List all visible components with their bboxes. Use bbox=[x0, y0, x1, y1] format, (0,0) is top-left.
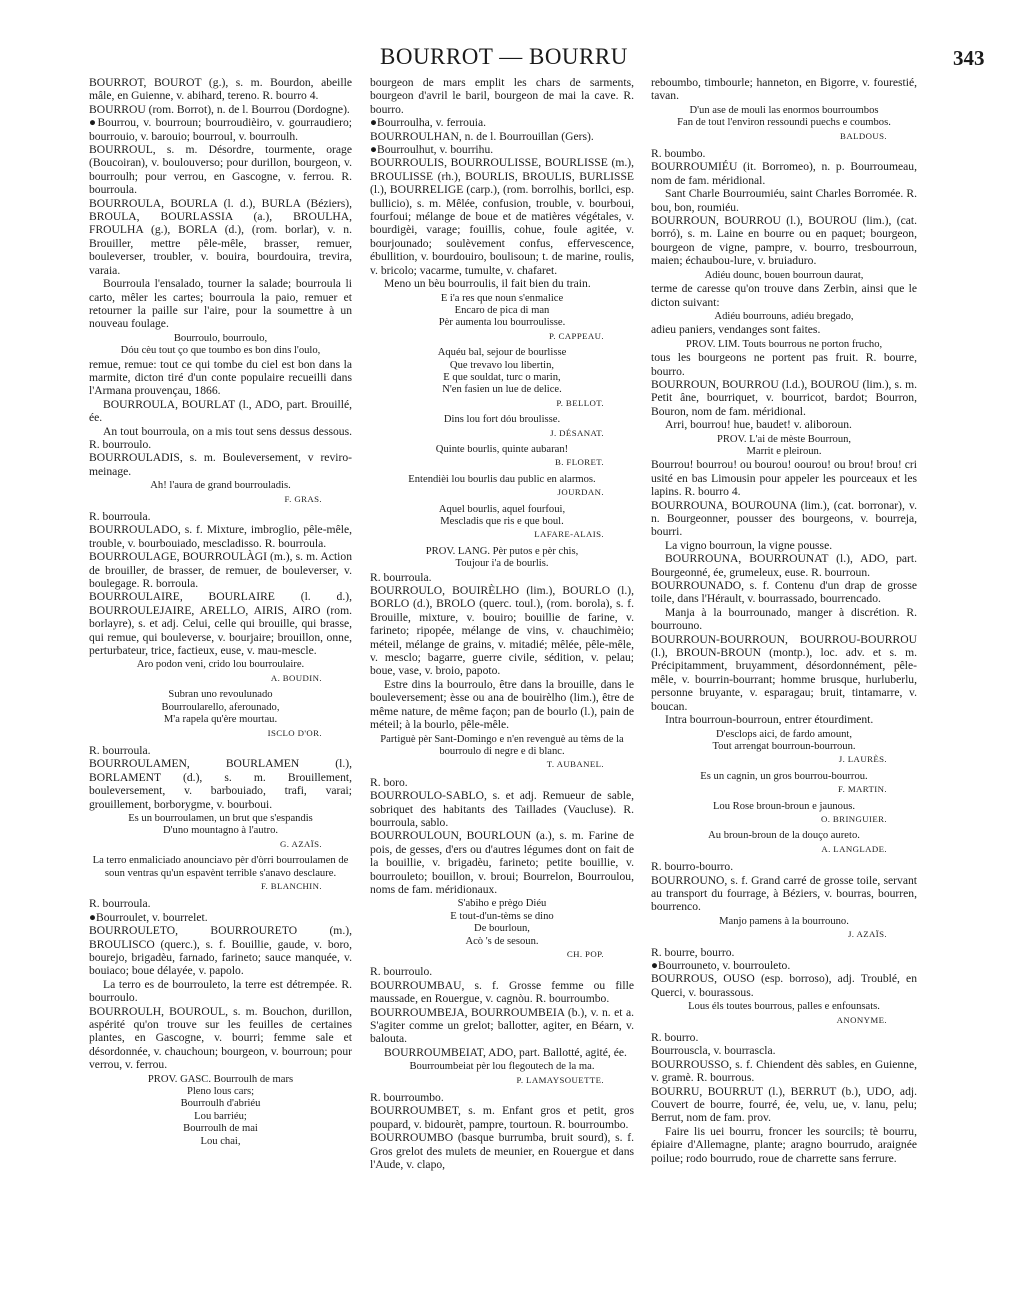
verse-line: Fan de tout l'environ ressoundi puechs e coumbos. bbox=[677, 117, 891, 129]
page-header bbox=[0, 44, 1024, 74]
column-2 bbox=[370, 76, 634, 1172]
dictionary-entry: BOURROT, BOUROT (g.), s. m. Bourdon, abeille mâle, en Guienne, v. abihard, tereno. R. bourro 4. bbox=[89, 76, 352, 103]
quotation-verse bbox=[370, 1061, 634, 1073]
dictionary-entry: BOURROUN-BOURROUN, BOURROU-BOURROU (l.), BROUN-BROUN (montp.), loc. adv. et s. m. Précipitamment, bruyamment, désordonnément, pêle-mêle, v. bourrin-bourrant; homme brusque, hurluberlu, personne bruyante, v. esparagau; bruit, tintamarre, v. boucan. bbox=[651, 632, 917, 713]
quotation-verse bbox=[370, 474, 634, 486]
dictionary-entry: ●Bourroulhut, v. bourrihu. bbox=[370, 143, 494, 157]
quotation-verse bbox=[89, 1074, 352, 1148]
dictionary-entry: adieu paniers, vendanges sont faites. bbox=[651, 323, 821, 337]
dictionary-entry: R. bourroula. bbox=[89, 743, 151, 757]
running-title: BOURROT — BOURRU bbox=[380, 44, 628, 69]
quotation-attribution: A. LANGLADE. bbox=[821, 843, 887, 854]
quotation-attribution: P. CAPPEAU. bbox=[549, 330, 604, 341]
dictionary-entry: BOURROUN, BOURROU (l.d.), BOUROU (lim.), s. m. Petit âne, bourriquet, v. bourricot, bardot; Bourron, Bouron, nom de fam. méridional. bbox=[651, 377, 917, 418]
verse-line: PROV. L'ai de mèste Bourroun, bbox=[716, 433, 852, 445]
dictionary-entry: BOURROULO-SABLO, s. et adj. Remueur de sable, sobriquet des habitants des Taillades (Vaucluse). R. bourroula, sablo. bbox=[370, 789, 634, 829]
dictionary-entry: R. bourroula. bbox=[89, 897, 151, 911]
quotation-attribution: B. FLORET. bbox=[554, 457, 604, 468]
dictionary-entry: BOURROUL, s. m. Désordre, tourmente, orage (Boucoiran), v. boulouverso; pour durillon, bourgeon, v. bourroulh; pour verrou, en Gascogne, v. ferrou. R. bourroula. bbox=[89, 143, 352, 197]
quotation-verse bbox=[651, 801, 917, 813]
dictionary-entry: R. bourroulo. bbox=[370, 965, 433, 979]
dictionary-entry: remue, remue: tout ce qui tombe du ciel est bon dans la marmite, dicton tiré d'un conte populaire recueilli dans l'Armana prouvençau, 1866. bbox=[89, 357, 352, 398]
page-number: 343 bbox=[953, 46, 985, 70]
dictionary-entry: R. bourro-bourro. bbox=[651, 860, 734, 874]
verse-line: Entendièi lou bourlis dau public en alarmos. bbox=[408, 473, 596, 485]
verse-line: Manjo pamens à la bourrouno. bbox=[719, 915, 849, 927]
dictionary-entry: terme de caresse qu'on trouve dans Zerbin, ainsi que le dicton suivant: bbox=[651, 282, 917, 309]
quotation-verse bbox=[89, 855, 352, 880]
verse-line: Lou barriéu; bbox=[194, 1110, 247, 1122]
quotation-attribution: J. AZAÏS. bbox=[847, 929, 887, 940]
dictionary-entry: BOURROUMBO (basque burrumba, bruit sourd), s. f. Gros grelot des mulets de meunier, en Rouergue et dans l'Aude, v. clapo, bbox=[370, 1131, 634, 1172]
dictionary-entry: BOURROUNADO, s. f. Contenu d'un drap de grosse toile, dans l'Hérault, v. bourrassado, bourrencado. bbox=[651, 579, 917, 606]
verse-line: Es un cagnin, un gros bourrou-bourrou. bbox=[700, 770, 868, 782]
dictionary-entry: Arri, bourrou! hue, baudet! v. aliboroun. bbox=[665, 418, 852, 432]
quotation-attribution: JOURDAN. bbox=[557, 487, 604, 498]
dictionary-entry: BOURROUNO, s. f. Grand carré de grosse toile, servant au transport du fourrage, à Béziers, v. bourras, bourren, bourrenco. bbox=[651, 873, 917, 914]
dictionary-entry: ●Bourrouneto, v. bourrouleto. bbox=[651, 959, 791, 972]
dictionary-entry: R. bourroula. bbox=[370, 570, 432, 584]
verse-line: PROV. LIM. Touts bourrous ne porton frucho, bbox=[685, 338, 883, 350]
quotation-attribution: J. LAURÈS. bbox=[838, 754, 887, 765]
quotation-verse bbox=[89, 480, 352, 492]
dictionary-entry: BOURROUS, OUSO (esp. borroso), adj. Troublé, en Querci, v. bourassous. bbox=[651, 972, 917, 999]
dictionary-entry: bourgeon de mars emplit les chars de sarments, bourgeon d'avril le baril, bourgeon de mai la cave. R. bourro. bbox=[370, 76, 634, 116]
dictionary-entry: BOURROULETO, BOURROURETO (m.), BROULISCO (querc.), s. f. Bouillie, gaude, v. boro, bourejo, brigadèu, farnado, farineto; sauce manquée, v. bouiaco; boue délayée, v. papolo. bbox=[89, 924, 352, 978]
verse-line: Aro podon veni, crido lou bourroulaire. bbox=[136, 659, 305, 671]
verse-line: Bourroulh d'abriéu bbox=[180, 1098, 261, 1110]
dictionary-entry: R. bourroumbo. bbox=[370, 1091, 444, 1105]
quotation-attribution: CH. POP. bbox=[566, 949, 604, 959]
verse-line: E i'a res que noun s'enmalice bbox=[440, 292, 564, 304]
column-3 bbox=[651, 76, 917, 1165]
dictionary-entry: BOURROULAIRE, BOURLAIRE (l. d.), BOURROULEJAIRE, ARELLO, AIRIS, AIRO (rom. borlayre), s. et adj. Celui, celle qui brouille, qui brasse, qui remue, qui bouleverse, v. bourjaire; brouillon, onne, perturbateur, trice, factieux, euse, v. mau-mescle. bbox=[89, 590, 352, 658]
dictionary-entry: ●Bourroulha, v. ferrouia. bbox=[370, 116, 487, 130]
dictionary-entry: Intra bourroun-bourroun, entrer étourdiment. bbox=[665, 713, 874, 727]
dictionary-entry: BOURROULH, BOUROUL, s. m. Bouchon, durillon, aspérité qu'on trouve sur les feuilles de certaines plantes, en Gascogne, v. bourri; femme sale et désordonnée, v. chauchoun; bourgeon, v. bourroun; pour verrou, v. ferrou. bbox=[89, 1004, 352, 1072]
verse-line: De bourloun, bbox=[474, 923, 530, 935]
verse-line: S'abiho e prègo Diéu bbox=[457, 898, 547, 910]
dictionary-entry: R. bourroula. bbox=[89, 510, 151, 523]
quotation-verse bbox=[370, 444, 634, 456]
quotation-verse bbox=[651, 771, 917, 783]
verse-line: Que trevavo lou libertin, bbox=[449, 359, 555, 371]
quotation-verse bbox=[370, 546, 634, 571]
verse-line: Partiguè pèr Sant-Domingo e n'en revenguè au tèms de la bourroulo di negre e di blanc. bbox=[380, 733, 624, 757]
quotation-attribution: ANONYME. bbox=[836, 1014, 887, 1025]
dictionary-entry: BOURROULO, BOUIRÈLHO (lim.), BOURLO (l.), BORLO (d.), BROLO (querc. toul.), (rom. borola), s. f. Brouille, mixture, v. bouiro; bouillie de farine, v. farineto; ripopée, mélange de vins, v. chauchimèio; méteil, mélange de grains, v. mitadié; mêlée, pêle-mêle, v. mesclo; bagarre, guerre civile, sédition, v. pelau; boue, vase, v. broio, papoto. bbox=[370, 584, 634, 678]
verse-line: Aquéu bal, sejour de bourlisse bbox=[437, 347, 567, 359]
quotation-verse bbox=[651, 729, 917, 754]
quotation-verse bbox=[89, 689, 352, 726]
quotation-verse bbox=[89, 813, 352, 838]
dictionary-entry: BOURROUMIÉU (it. Borromeo), n. p. Bourroumeau, nom de fam. méridional. bbox=[651, 160, 917, 187]
dictionary-entry: Sant Charle Bourroumiéu, saint Charles Borromée. R. bou, bon, roumiéu. bbox=[651, 187, 917, 214]
verse-line: Dóu cèu tout ço que toumbo es bon dins l'oulo, bbox=[120, 345, 321, 357]
verse-line: Quinte bourlis, quinte aubaran! bbox=[435, 443, 569, 455]
dictionary-entry: tous les bourgeons ne portent pas fruit. R. bourre, bourro. bbox=[651, 351, 917, 378]
quotation-verse bbox=[651, 830, 917, 842]
verse-line: Ah! l'aura de grand bourrouladis. bbox=[150, 480, 291, 492]
quotation-verse bbox=[370, 347, 634, 397]
dictionary-entry: La vigno bourroun, la vigne pousse. bbox=[665, 538, 833, 552]
quotation-verse bbox=[370, 734, 634, 759]
quotation-verse bbox=[370, 293, 634, 330]
quotation-verse bbox=[651, 311, 917, 323]
dictionary-entry: BOURROUMBEJA, BOURROUMBEIA (b.), v. n. et a. S'agiter comme un grelot; ballotter, agiter, en Béarn, v. balouta. bbox=[370, 1005, 634, 1046]
dictionary-entry: An tout bourroula, on a mis tout sens dessus dessous. R. bourroulo. bbox=[89, 424, 352, 451]
verse-line: Mescladis que ris e que boul. bbox=[440, 516, 564, 527]
verse-line: PROV. GASC. Bourroulh de mars bbox=[147, 1073, 294, 1085]
quotation-verse bbox=[651, 105, 917, 130]
dictionary-entry: R. boro. bbox=[370, 775, 408, 789]
dictionary-entry: La terro es de bourrouleto, la terre est détrempée. R. bourroulo. bbox=[89, 977, 352, 1005]
verse-line: D'esclops aici, de fardo amount, bbox=[715, 728, 853, 740]
dictionary-entry: R. bourre, bourro. bbox=[651, 945, 735, 959]
verse-line: Encaro de pica di man bbox=[454, 304, 550, 316]
dictionary-entry: Manja à la bourrounado, manger à discrétion. R. bourrouno. bbox=[651, 605, 917, 633]
dictionary-entry: ●Bourrou, v. bourroun; bourroudièiro, v. gourraudiero; bourrouio, v. barouio; bourroul, v. bourroulh. bbox=[89, 116, 352, 143]
quotation-attribution: BALDOUS. bbox=[840, 130, 887, 141]
quotation-attribution: F. MARTIN. bbox=[838, 784, 887, 795]
verse-line: D'un ase de mouli las enormos bourroumbos bbox=[689, 104, 879, 116]
verse-line: Es un bourroulamen, un brut que s'espandis bbox=[128, 812, 313, 824]
verse-line: N'en fasien un lue de delice. bbox=[442, 384, 562, 396]
dictionary-entry: BOURROUMBAU, s. f. Grosse femme ou fille maussade, en Rouergue, v. cagnòu. R. bourroumbo. bbox=[370, 978, 634, 1006]
dictionary-entry: BOURROULOUN, BOURLOUN (a.), s. m. Farine de pois, de gesses, d'ers ou d'autres légumes dont on fait de la bouillie, v. brigadèu, farineto; petite bouillie, v. bourrouleto; bouillon, v. broui; Bourrelon, Bourroulou, noms de fam. méridionaux. bbox=[370, 829, 634, 896]
dictionary-entry: Bourrou! bourrou! ou bourou! oourou! ou brou! brou! cri usité en bas Limousin pour appeler les pourceaux et les lapins. R. bourro 4. bbox=[651, 458, 917, 499]
verse-line: Au broun-broun de la douço aureto. bbox=[708, 830, 860, 842]
quotation-verse bbox=[651, 339, 917, 351]
dictionary-entry: Bourroula l'ensalado, tourner la salade; bourroula li carto, mêler les cartes; bourroula la paio, remuer et retourner la paille sur l'aire, pour la soumettre à un nouveau foulage. bbox=[89, 277, 352, 331]
verse-line: Lous éls toutes bourrous, palles e enfounsats. bbox=[688, 1001, 880, 1013]
quotation-attribution: LAFARE-ALAIS. bbox=[534, 529, 604, 540]
dictionary-entry: BOURROUSSO, s. f. Chiendent dès sables, en Guienne, v. gramè. R. bourrous. bbox=[651, 1057, 917, 1085]
quotation-verse bbox=[370, 898, 634, 948]
dictionary-entry: BOURROUNA, BOURROUNAT (l.), ADO, part. Bourgeonné, ée, grumeleux, euse. R. bourroun. bbox=[651, 552, 917, 579]
dictionary-entry: Faire lis uei bourru, froncer les sourcils; tè bourru, épiaire d'Allemagne, plante; aragno bourrudo, araignée poilue; rodo bourrudo, roue de charrette sans ferrure. bbox=[651, 1124, 917, 1165]
verse-line: Lou Rose broun-broun e jaunous. bbox=[712, 800, 856, 812]
dictionary-entry: BOURROULA, BOURLA (l. d.), BURLA (Béziers), BROULA, BOURLASSIA (a.), BROULHA, FROULHA (g.), BORLA (d.), (rom. borlar), v. n. Brouiller, mettre pêle-mêle, brasser, remuer, bouleverser, troubler, v. bouira, bourdouira, trevira, varaia. bbox=[89, 196, 352, 277]
verse-line: Acò 's de sesoun. bbox=[465, 935, 539, 947]
dictionary-entry: Estre dins la bourroulo, être dans la brouille, dans le bouleversement; èsse ou ana de bouirèlho (lim.), être de même nature, de même façon; pan de bourlo (l.), pain de méteil; à la bourlo, pêle-mêle. bbox=[370, 677, 634, 732]
verse-line: E que souldat, turc o marin, bbox=[443, 371, 561, 383]
verse-line: Toujour i'a de bourlis. bbox=[455, 558, 549, 570]
dictionary-entry: BOURROUMBET, s. m. Enfant gros et petit, gros poupard, v. bidourèt, pampre, tourtoun. R. bourroumbo. bbox=[370, 1104, 634, 1131]
verse-line: Subran uno revoulunado bbox=[168, 689, 273, 701]
verse-line: E tout-d'un-tèms se dino bbox=[450, 910, 554, 922]
column-1 bbox=[89, 76, 352, 1148]
verse-line: Pèr aumenta lou bourroulisse. bbox=[438, 317, 566, 329]
verse-line: Bourroumbeiat pèr lou flegoutech de la ma. bbox=[409, 1061, 595, 1073]
dictionary-entry: Bourrouscla, v. bourrascla. bbox=[651, 1044, 776, 1058]
dictionary-entry: ●Bourroulet, v. bourrelet. bbox=[89, 910, 208, 924]
dictionary-entry: reboumbo, timbourle; hanneton, en Bigorre, v. fourestié, tavan. bbox=[651, 76, 917, 103]
verse-line: Pleno lous cars; bbox=[186, 1086, 255, 1098]
dictionary-entry: BOURROULA, BOURLAT (l., ADO, part. Brouillé, ée. bbox=[89, 397, 352, 425]
verse-line: Bourroulo, bourroulo, bbox=[173, 332, 268, 344]
quotation-verse bbox=[370, 504, 634, 529]
quotation-verse bbox=[651, 916, 917, 928]
dictionary-entry: BOURROUNA, BOUROUNA (lim.), (cat. borronar), v. n. Bourgeonner, pousser des bourgeons, v. bourreja, bourri. bbox=[651, 498, 917, 539]
dictionary-entry: BOURROUMBEIAT, ADO, part. Ballotté, agité, ée. bbox=[384, 1045, 627, 1059]
verse-line: PROV. LANG. Pèr putos e pèr chis, bbox=[425, 545, 579, 557]
verse-line: Adiéu bourrouns, adiéu bregado, bbox=[714, 310, 854, 322]
verse-line: Marrit e pleiroun. bbox=[746, 445, 822, 457]
quotation-verse bbox=[89, 659, 352, 671]
verse-line: Bourroulh de mai bbox=[183, 1123, 258, 1135]
verse-line: Tout arrengat bourroun-bourroun. bbox=[712, 740, 856, 752]
verse-line: Dins lou fort dóu broulisse. bbox=[443, 414, 561, 426]
verse-line: M'a rapela qu'ère mourtau. bbox=[163, 714, 278, 726]
quotation-verse bbox=[370, 414, 634, 426]
quotation-attribution: P. BELLOT. bbox=[556, 397, 604, 408]
quotation-attribution: G. AZAÏS. bbox=[280, 838, 322, 849]
quotation-verse bbox=[651, 270, 917, 282]
dictionary-entry: BOURROUN, BOURROU (l.), BOUROU (lim.), (cat. borró), s. m. Laine en bourre ou en paquet; bourgeon, bourgeon de vigne, pampre, v. bourro, tresbourroun, maien; échaubou-lure, v. bruiaduro. bbox=[651, 214, 917, 268]
dictionary-entry: BOURRU, BOURRUT (l.), BERRUT (b.), UDO, adj. Couvert de bourre, fourré, ée, velu, ue, v. lanu, pelu; Berrut, nom de fam. prov. bbox=[651, 1084, 917, 1125]
dictionary-entry: BOURROULADIS, s. m. Bouleversement, v reviro-meinage. bbox=[89, 451, 352, 478]
dictionary-entry: BOURROU (rom. Borrot), n. de l. Bourrou (Dordogne). bbox=[89, 102, 350, 116]
quotation-attribution: P. LAMAYSOUETTE. bbox=[516, 1074, 604, 1085]
verse-line: Aquel bourlis, aquel fourfoui, bbox=[438, 503, 566, 515]
quotation-attribution: A. BOUDIN. bbox=[270, 672, 322, 683]
quotation-verse bbox=[89, 333, 352, 358]
quotation-attribution: J. DÉSANAT. bbox=[550, 427, 604, 438]
dictionary-entry: BOURROULAGE, BOURROULÀGI (m.), s. m. Action de brouiller, de brasser, de remuer, de bouleverser, v. boulegage. R. borroula. bbox=[89, 550, 352, 591]
verse-line: Lou chai, bbox=[200, 1135, 241, 1147]
verse-line: Bourroularello, aferounado, bbox=[161, 701, 280, 713]
dictionary-entry: BOURROULHAN, n. de l. Bourrouillan (Gers). bbox=[370, 129, 594, 143]
quotation-attribution: F. BLANCHIN. bbox=[260, 880, 322, 891]
quotation-attribution: F. GRAS. bbox=[284, 493, 322, 504]
quotation-verse bbox=[651, 1001, 917, 1013]
dictionary-entry: BOURROULAMEN, BOURLAMEN (l.), BORLAMENT (d.), s. m. Brouillement, bouleversement, v. barbouiado, trafi, varai; grouillement, borborygme, v. bourboui. bbox=[89, 757, 352, 811]
dictionary-entry: Meno un bèu bourroulis, il fait bien du train. bbox=[384, 277, 591, 291]
verse-line: Adiéu dounc, bouen bourroun daurat, bbox=[704, 269, 864, 281]
quotation-attribution: T. AUBANEL. bbox=[546, 759, 604, 770]
dictionary-entry: BOURROULIS, BOURROULISSE, BOURLISSE (m.), BROULISSE (rh.), BOURLIS, BROULIS, BURLISSE (l.), BOURRELIGE (carp.), (rom. borrolhis, borllci, esp. bullicio), s. m. Mêlée, confusion, trouble, v. bourboui, fourfoui; mélange de boue et de matières végétales, v. bourdigèi, varage; fouillis, cohue, foule agitée, v. bourjounado; soulèvement confus, effervescence, ébullition, v. bourdouiro, boulisoun; t. de marine, roulis, v. bricolo; vacarme, tumulte, v. chafaret. bbox=[370, 156, 634, 277]
quotation-attribution: ISCLO D'OR. bbox=[267, 727, 322, 738]
dictionary-entry: R. bourro. bbox=[651, 1031, 699, 1045]
quotation-attribution: O. BRINGUIER. bbox=[820, 813, 887, 824]
verse-line: D'uno mountagno à l'autro. bbox=[162, 825, 279, 837]
verse-line: La terro enmaliciado anounciavo pèr d'òrri bourroulamen de soun ventras qu'un espavènt terrible s'anavo desclaure. bbox=[92, 855, 349, 879]
dictionary-entry: R. boumbo. bbox=[651, 147, 706, 161]
dictionary-entry: BOURROULADO, s. f. Mixture, imbroglio, pêle-mêle, trouble, v. bourbouiado, mescladisso. R. bourroula. bbox=[89, 523, 352, 550]
quotation-verse bbox=[651, 434, 917, 459]
